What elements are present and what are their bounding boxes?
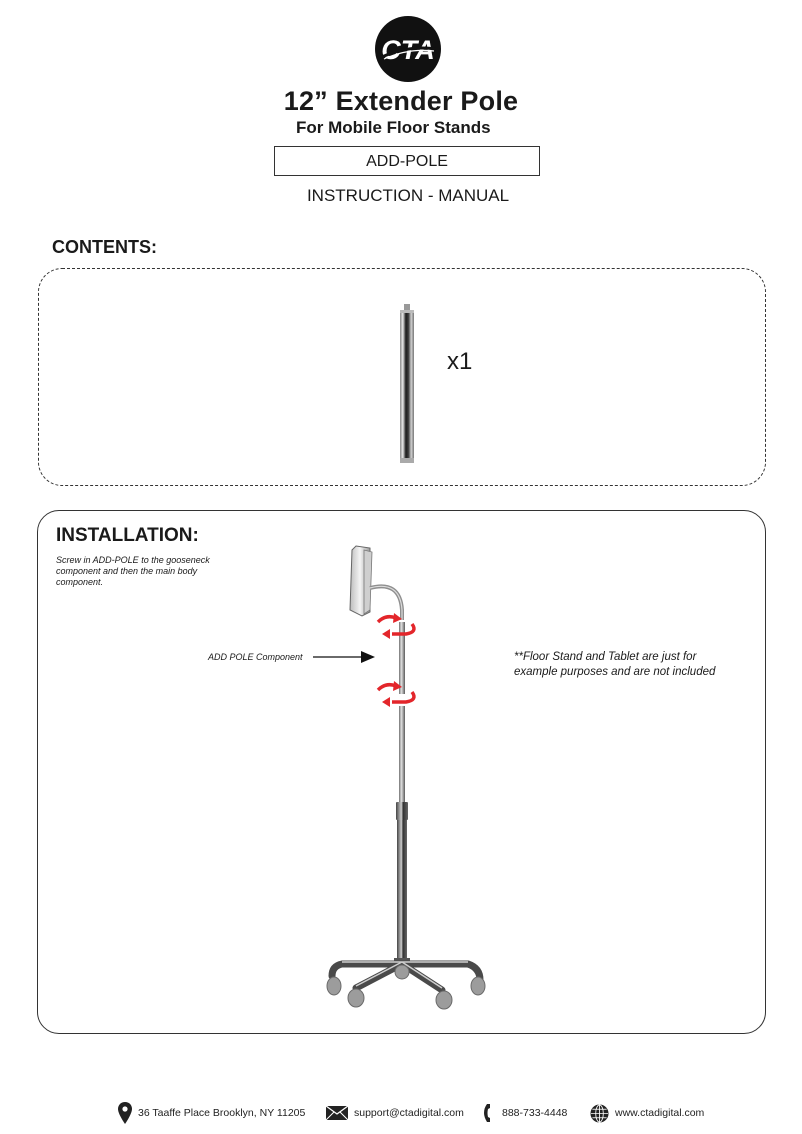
floor-stand-illustration: [320, 540, 500, 1020]
installation-heading: INSTALLATION:: [56, 525, 199, 546]
add-pole-callout-label: ADD POLE Component: [208, 652, 303, 662]
phone-link[interactable]: 888-733-4448: [502, 1107, 568, 1119]
product-title: 12” Extender Pole: [283, 86, 519, 116]
footer-email[interactable]: [326, 1100, 464, 1126]
footer-phone[interactable]: [484, 1100, 567, 1126]
footer-contact-bar: [0, 1100, 802, 1128]
document-type: INSTRUCTION - MANUAL: [306, 186, 510, 205]
map-pin-icon: [118, 1102, 132, 1124]
address-text: 36 Taaffe Place Brooklyn, NY 11205: [138, 1107, 306, 1119]
phone-icon: [484, 1103, 496, 1123]
installation-instructions: Screw in ADD-POLE to the gooseneck component and then the main body component.: [56, 555, 210, 587]
extender-pole-image: [395, 304, 419, 464]
svg-text:CTA: CTA: [381, 35, 435, 65]
disclaimer-note: **Floor Stand and Tablet are just for example purposes and are not included: [514, 651, 716, 678]
contents-quantity: x1: [447, 348, 473, 375]
website-link[interactable]: www.ctadigital.com: [615, 1107, 705, 1119]
email-link[interactable]: support@ctadigital.com: [354, 1107, 464, 1119]
footer-website[interactable]: [590, 1100, 704, 1126]
contents-heading: CONTENTS:: [52, 237, 157, 257]
cta-logo: [374, 15, 442, 83]
model-number-box: ADD-POLE: [274, 146, 540, 176]
globe-icon: [590, 1104, 609, 1123]
envelope-icon: [326, 1106, 348, 1120]
footer-address: [118, 1100, 305, 1126]
product-subtitle: For Mobile Floor Stands: [296, 118, 491, 137]
